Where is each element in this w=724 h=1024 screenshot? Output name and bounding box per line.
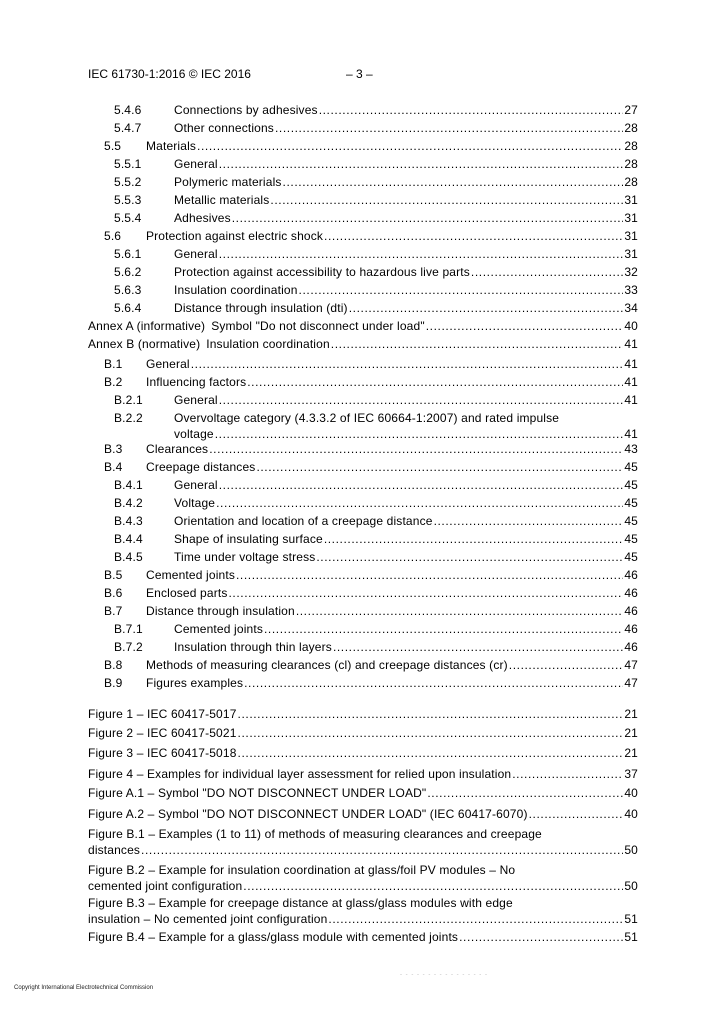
entry-title: Figure A.1 – Symbol "DO NOT DISCONNECT UNDER LOAD" [88,786,427,800]
dot-leader [459,929,623,945]
entry-page: 40 [624,319,638,333]
entry-title: Orientation and location of a creepage distance [174,514,433,528]
dot-leader [264,621,623,637]
dot-leader [244,675,623,691]
figure-entry[interactable] [88,745,638,761]
entry-page: 32 [624,265,638,279]
dot-leader [247,374,623,390]
entry-page: 31 [624,229,638,243]
entry-number: B.3 [104,442,123,456]
entry-page: 27 [624,103,638,117]
toc-entry[interactable] [114,264,638,280]
entry-title: Figure B.2 – Example for insulation coordination at glass/foil PV modules – No [88,863,516,877]
entry-title: Insulation through thin layers [174,640,332,654]
entry-page: 46 [624,586,638,600]
entry-title: Materials [146,139,197,153]
entry-title: Protection against accessibility to hazardous live parts [174,265,470,279]
entry-page: 31 [624,193,638,207]
entry-page: 33 [624,283,638,297]
entry-number: B.5 [104,568,123,582]
dot-leader [426,318,623,334]
entry-title: Insulation coordination [206,337,330,351]
entry-title: General [174,393,218,407]
entry-number: B.2 [104,375,123,389]
entry-title: Distance through insulation [146,604,295,618]
dot-leader [219,156,623,172]
dot-leader [238,725,623,741]
dot-leader [243,878,623,894]
entry-number: 5.5.4 [114,211,142,225]
entry-number: B.4 [104,460,123,474]
dot-leader [319,102,623,118]
entry-title: Figure B.1 – Examples (1 to 11) of methods of measuring clearances and creepage [88,827,542,841]
entry-page: 31 [624,247,638,261]
entry-page: 41 [624,337,638,351]
entry-page: 21 [624,726,638,740]
dot-leader [316,549,623,565]
toc-entry[interactable] [104,441,638,457]
entry-title-continued: distances [88,843,141,857]
toc-entry[interactable] [104,603,638,619]
toc-entry[interactable] [104,374,638,390]
entry-page: 50 [624,879,638,893]
toc-entry[interactable] [88,336,638,352]
toc-entry[interactable] [114,156,638,172]
faint-mark: - - - - - - - - - - - - - - - - [400,972,488,978]
entry-number: B.8 [104,658,123,672]
dot-leader [529,806,623,822]
toc-entry[interactable] [114,192,638,208]
entry-page: 28 [624,139,638,153]
entry-page: 40 [624,786,638,800]
entry-page: 46 [624,640,638,654]
dot-leader [236,567,623,583]
entry-number: 5.5.1 [114,157,142,171]
entry-page: 45 [624,478,638,492]
entry-number: 5.6.2 [114,265,142,279]
entry-page: 46 [624,622,638,636]
dot-leader [299,282,623,298]
entry-page: 21 [624,707,638,721]
entry-title-continued: insulation – No cemented joint configuration [88,912,328,926]
entry-number: B.1 [104,357,123,371]
dot-leader [141,842,623,858]
entry-page: 46 [624,568,638,582]
figure-entry[interactable] [88,785,638,801]
dot-leader [191,356,623,372]
entry-number: B.7 [104,604,123,618]
entry-page: 41 [624,393,638,407]
entry-page: 51 [624,930,638,944]
entry-title: Clearances [146,442,209,456]
entry-title: Cemented joints [174,622,263,636]
dot-leader [471,264,623,280]
entry-page: 37 [624,767,638,781]
entry-number: B.6 [104,586,123,600]
entry-number: B.4.1 [114,478,143,492]
entry-title: Figure 1 – IEC 60417-5017 [88,707,237,721]
figure-entry[interactable] [88,895,638,927]
entry-title: Connections by adhesives [174,103,318,117]
entry-title: Figure B.4 – Example for a glass/glass module with cemented joints [88,930,459,944]
entry-number: B.7.1 [114,622,143,636]
entry-number: B.9 [104,676,123,690]
entry-page: 47 [624,676,638,690]
entry-title: Time under voltage stress [174,550,316,564]
entry-title: Influencing factors [146,375,247,389]
dot-leader [434,513,623,529]
entry-page: 45 [624,496,638,510]
entry-page: 41 [624,375,638,389]
toc-entry[interactable] [114,513,638,529]
toc-entry[interactable] [104,228,638,244]
entry-number: B.2.2 [114,411,143,425]
entry-title: Figures examples [146,676,244,690]
toc-entry[interactable] [114,477,638,493]
toc-entry[interactable] [114,639,638,655]
entry-title: Adhesives [174,211,231,225]
toc-entry[interactable] [114,174,638,190]
entry-page: 43 [624,442,638,456]
dot-leader [333,639,623,655]
figure-entry[interactable] [88,862,638,894]
entry-number: 5.6.4 [114,301,142,315]
entry-title: Symbol "Do not disconnect under load" [211,319,425,333]
entry-page: 41 [624,357,638,371]
toc-entry[interactable] [114,120,638,136]
entry-title: Protection against electric shock [146,229,324,243]
entry-page: 50 [624,843,638,857]
dot-leader [228,585,623,601]
dot-leader [215,426,623,442]
entry-number: 5.6.3 [114,283,142,297]
dot-leader [427,785,623,801]
entry-page: 28 [624,175,638,189]
toc-entry[interactable] [114,392,638,408]
entry-title: Overvoltage category (4.3.3.2 of IEC 60664-1:2007) and rated impulse [174,411,560,425]
dot-leader [328,911,623,927]
toc-entry[interactable] [114,102,638,118]
toc-entry[interactable] [104,675,638,691]
entry-title: Other connections [174,121,274,135]
entry-number: B.2.1 [114,393,143,407]
entry-number: B.4.4 [114,532,143,546]
figure-entry[interactable] [88,806,638,822]
toc-entry[interactable] [104,657,638,673]
dot-leader [296,603,623,619]
figure-entry[interactable] [88,826,638,858]
toc-entry[interactable] [104,356,638,372]
document-id: IEC 61730-1:2016 © IEC 2016 [88,67,251,81]
entry-number: 5.6.1 [114,247,142,261]
figure-entry[interactable] [88,706,638,722]
entry-number: B.4.3 [114,514,143,528]
dot-leader [232,210,623,226]
entry-title: Figure 2 – IEC 60417-5021 [88,726,237,740]
entry-title: Figure A.2 – Symbol "DO NOT DISCONNECT UNDER LOAD" (IEC 60417-6070) [88,807,528,821]
entry-title: Insulation coordination [174,283,298,297]
toc-entry[interactable] [114,531,638,547]
page-number: – 3 – [346,67,373,81]
dot-leader [324,228,623,244]
figure-entry[interactable] [88,929,638,945]
entry-number: Annex A (informative) [88,319,206,333]
dot-leader [219,246,623,262]
entry-page: 21 [624,746,638,760]
toc-entry[interactable] [114,300,638,316]
entry-title: General [174,157,218,171]
entry-page: 28 [624,121,638,135]
entry-page: 51 [624,912,638,926]
entry-number: 5.5.2 [114,175,142,189]
dot-leader [216,495,623,511]
toc-entry[interactable] [88,318,638,334]
entry-title-continued: voltage [174,427,214,441]
entry-title: Figure B.3 – Example for creepage distance at glass/glass modules with edge [88,896,513,910]
toc-entry[interactable] [114,621,638,637]
dot-leader [512,766,623,782]
dot-leader [219,477,623,493]
entry-number: B.4.5 [114,550,143,564]
entry-title-continued: cemented joint configuration [88,879,243,893]
dot-leader [283,174,623,190]
dot-leader [197,138,623,154]
dot-leader [270,192,623,208]
toc-entry[interactable] [104,585,638,601]
toc-entry[interactable] [104,459,638,475]
entry-page: 28 [624,157,638,171]
entry-page: 47 [624,658,638,672]
toc-entry[interactable] [114,282,638,298]
entry-page: 45 [624,550,638,564]
figure-entry[interactable] [88,725,638,741]
entry-title: Figure 4 – Examples for individual layer assessment for relied upon insulation [88,767,512,781]
entry-title: Distance through insulation (dti) [174,301,348,315]
entry-number: 5.5.3 [114,193,142,207]
entry-title: General [174,478,218,492]
entry-number: B.7.2 [114,640,143,654]
entry-title: Voltage [174,496,216,510]
entry-title: Cemented joints [146,568,235,582]
dot-leader [219,392,623,408]
figure-entry[interactable] [88,766,638,782]
entry-page: 45 [624,532,638,546]
dot-leader [349,300,623,316]
entry-title: General [174,247,218,261]
dot-leader [256,459,623,475]
dot-leader [275,120,623,136]
entry-page: 41 [624,427,638,441]
entry-title: Metallic materials [174,193,270,207]
toc-entry[interactable] [114,495,638,511]
toc-entry[interactable] [104,138,638,154]
entry-page: 45 [624,514,638,528]
entry-page: 45 [624,460,638,474]
page-header [88,67,648,83]
entry-title: Methods of measuring clearances (cl) and creepage distances (cr) [146,658,508,672]
entry-number: Annex B (normative) [88,337,201,351]
entry-title: Enclosed parts [146,586,228,600]
dot-leader [331,336,623,352]
entry-title: Figure 3 – IEC 60417-5018 [88,746,237,760]
entry-number: B.4.2 [114,496,143,510]
toc-entry[interactable] [114,410,638,442]
entry-page: 34 [624,301,638,315]
entry-title: Shape of insulating surface [174,532,323,546]
toc-entry[interactable] [114,210,638,226]
toc-entry[interactable] [114,246,638,262]
dot-leader [238,745,623,761]
entry-title: Polymeric materials [174,175,282,189]
dot-leader [509,657,623,673]
entry-title: General [146,357,190,371]
dot-leader [324,531,623,547]
toc-entry[interactable] [104,567,638,583]
entry-number: 5.5 [104,139,122,153]
entry-number: 5.6 [104,229,122,243]
entry-number: 5.4.7 [114,121,142,135]
dot-leader [238,706,623,722]
copyright-footer: Copyright International Electrotechnical Commission [14,985,154,991]
entry-page: 46 [624,604,638,618]
dot-leader [209,441,623,457]
entry-number: 5.4.6 [114,103,142,117]
toc-entry[interactable] [114,549,638,565]
entry-page: 31 [624,211,638,225]
entry-page: 40 [624,807,638,821]
entry-title: Creepage distances [146,460,256,474]
